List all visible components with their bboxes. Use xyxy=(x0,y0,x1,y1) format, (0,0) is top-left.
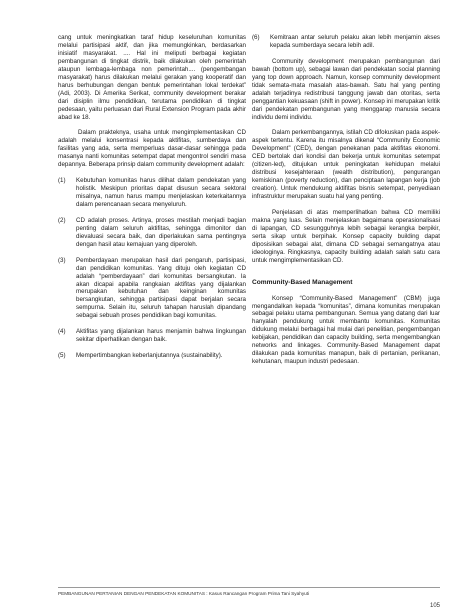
item-text: Aktifitas yang dijalankan harus menjamin bahwa lingkungan sekitar diperhatikan dengan baik. xyxy=(76,328,246,344)
item-text: Kemitraan antar seluruh pelaku akan lebih menjamin akses kepada sumberdaya secara lebih adil. xyxy=(270,34,440,49)
intro-paragraph: cang untuk meningkatkan taraf hidup keseluruhan komunitas melalui partisipasi aktif, dan jika memungkinkan, berdasarkan inisiatif masyarakat. .... Hal ini meliputi berbagai kegiatan pembangunan di tingkat distrik, baik dilakukan oleh pemerintah ataupun lembaga-lembaga non pemerintah.... (pengembangan masyarakat) harus dilakukan melalui gerakan yang kooperatif dan harus berhubungan dengan bentuk pemerintahan lokal terdekat” (Adi, 2003). Di Amerika Serikat, community development berakar dari disiplin ilmu pendidikan, terutama pendidikan di tingkat pedesaan, yaitu perluasan dari Rural Extension Program pada akhir abad ke 18. xyxy=(58,34,246,121)
item-number: (6) xyxy=(252,34,260,41)
item-number: (1) xyxy=(58,177,66,185)
item-number: (4) xyxy=(58,328,66,336)
principle-item-6 xyxy=(252,34,440,50)
item-text: Pemberdayaan merupakan hasil dari pengaruh, partisipasi, dan pendidikan komunitas. Yang dituju oleh kegiatan CD adalah “pemberdayaan” dari komunitas bersangkutan. Ia akan dicapai apabila rangkaian aktifitas yang dijalankan merupakan kebutuhan dan keinginan komunitas bersangkutan, sehingga partisipasi dapat berjalan secara sempurna. Selain itu, seluruh tahapan haruslah dipandang sebagai sebuah proses pendidikan bagi komunitas. xyxy=(76,256,246,320)
practice-paragraph: Dalam prakteknya, usaha untuk mengimplementasikan CD adalah melalui konsentrasi kepada aktifitas, sumberdaya dan fasilitas yang ada, serta memperluas dasar-dasar sehingga pada masanya nanti komunitas setempat dapat mengontrol sendiri masa depannya. Beberapa prinsip dalam community development adalah: xyxy=(58,129,246,169)
item-number: (5) xyxy=(58,352,66,360)
page-number: 105 xyxy=(429,603,440,609)
principle-item-1 xyxy=(58,177,246,209)
item-number: (2) xyxy=(58,216,66,224)
principle-item-4 xyxy=(58,328,246,344)
item-text: Kebutuhan komunitas harus dilihat dalam pendekatan yang holistik. Meskipun prioritas dapat disusun secara sektoral misalnya, namun harus mampu menjelaskan keterkaitannya dalam perencanaan secara menyeluruh. xyxy=(76,177,246,208)
cbm-paragraph: Konsep “Community-Based Management” (CBM) juga mengandalkan kepada “komunitas”, dimana komunitas merupakan sebagai pelaku utama pembangunan. Semua yang datang dari luar hanyalah pendukung untuk membantu komunitas. Komunitas didukung melalui berbagai hal mulai dari penelitian, pengembangan kebijakan, pendidikan dan capacity building, serta mengembangkan networks and linkages. Community-Based Management dapat dilakukan pada komunitas manapun, baik di pertanian, perikanan, kehutanan, maupun industri pedesaan. xyxy=(252,294,440,366)
item-text: CD adalah proses. Artinya, proses mestilah menjadi bagian penting dalam seluruh aktifitas, sehingga dimonitor dan dievaluasi secara baik, dan diperlakukan sama pentingnya dengan hasil atau kemajuan yang diperoleh. xyxy=(76,216,246,248)
capacity-building-paragraph: Penjelasan di atas memperlihatkan bahwa CD memiliki makna yang luas. Selain menjelaskan bagaimana operasionalisasi di lapangan, CD sesungguhnya lebih sebagai kerangka berpikir, serta sikap untuk berpihak. Konsep capacity building dapat diposisikan sebagai alat, dimana CD sebagai semangatnya atau ideologinya. Ringkasnya, capacity building adalah salah satu cara untuk mengimplementasikan CD. xyxy=(252,208,440,264)
ced-paragraph: Dalam perkembangannya, istilah CD difokuskan pada aspek-aspek tertentu. Karena itu misalnya dikenal “Community Economic Development” (CED), dengan penekanan pada aktifitas ekonomi. CED bertolak dari kondisi dan bekerja untuk komunitas setempat (citizen-led), ditujukan untuk peningkatan kehidupan melalui distribusi kesejahteraan (wealth distribution), pengurangan kemiskinan (poverty reduction), dan penciptaan lapangan kerja (job creation). Untuk mendukung aktifitas bisnis setempat, penyediaan infrastruktur merupakan suatu hal yang penting. xyxy=(252,129,440,201)
footer-divider xyxy=(58,587,440,588)
section-heading: Community-Based Management xyxy=(252,278,353,286)
item-text: Mempertimbangkan keberlanjutannya (sustainability). xyxy=(76,352,223,360)
right-column xyxy=(252,34,440,374)
principle-item-2 xyxy=(58,217,246,249)
bottom-up-paragraph: Community development merupakan pembangunan dari bawah (bottom up), sebagai lawan dari pendekatan social planning yang top down approach. Namun, konsep community development tidak semata-mata masalah atas-bawah. Satu hal yang penting adalah terjadinya redistribusi tanggung jawab dan otoritas, serta penggantian kekuasaan (shift in power). Konsep ini merupakan kritik dari pendekatan pembangunan yang menggarap manusia secara individu demi individu. xyxy=(252,57,440,121)
principle-item-5 xyxy=(58,352,246,360)
principle-item-3 xyxy=(58,257,246,321)
left-column xyxy=(58,34,246,368)
item-number: (3) xyxy=(58,256,66,264)
running-footer: PEMBANGUNAN PERTANIAN DENGAN PENDEKATAN KOMUNITAS : Kasus Rancangan Program Prima Tani Syahyuti xyxy=(58,591,310,596)
